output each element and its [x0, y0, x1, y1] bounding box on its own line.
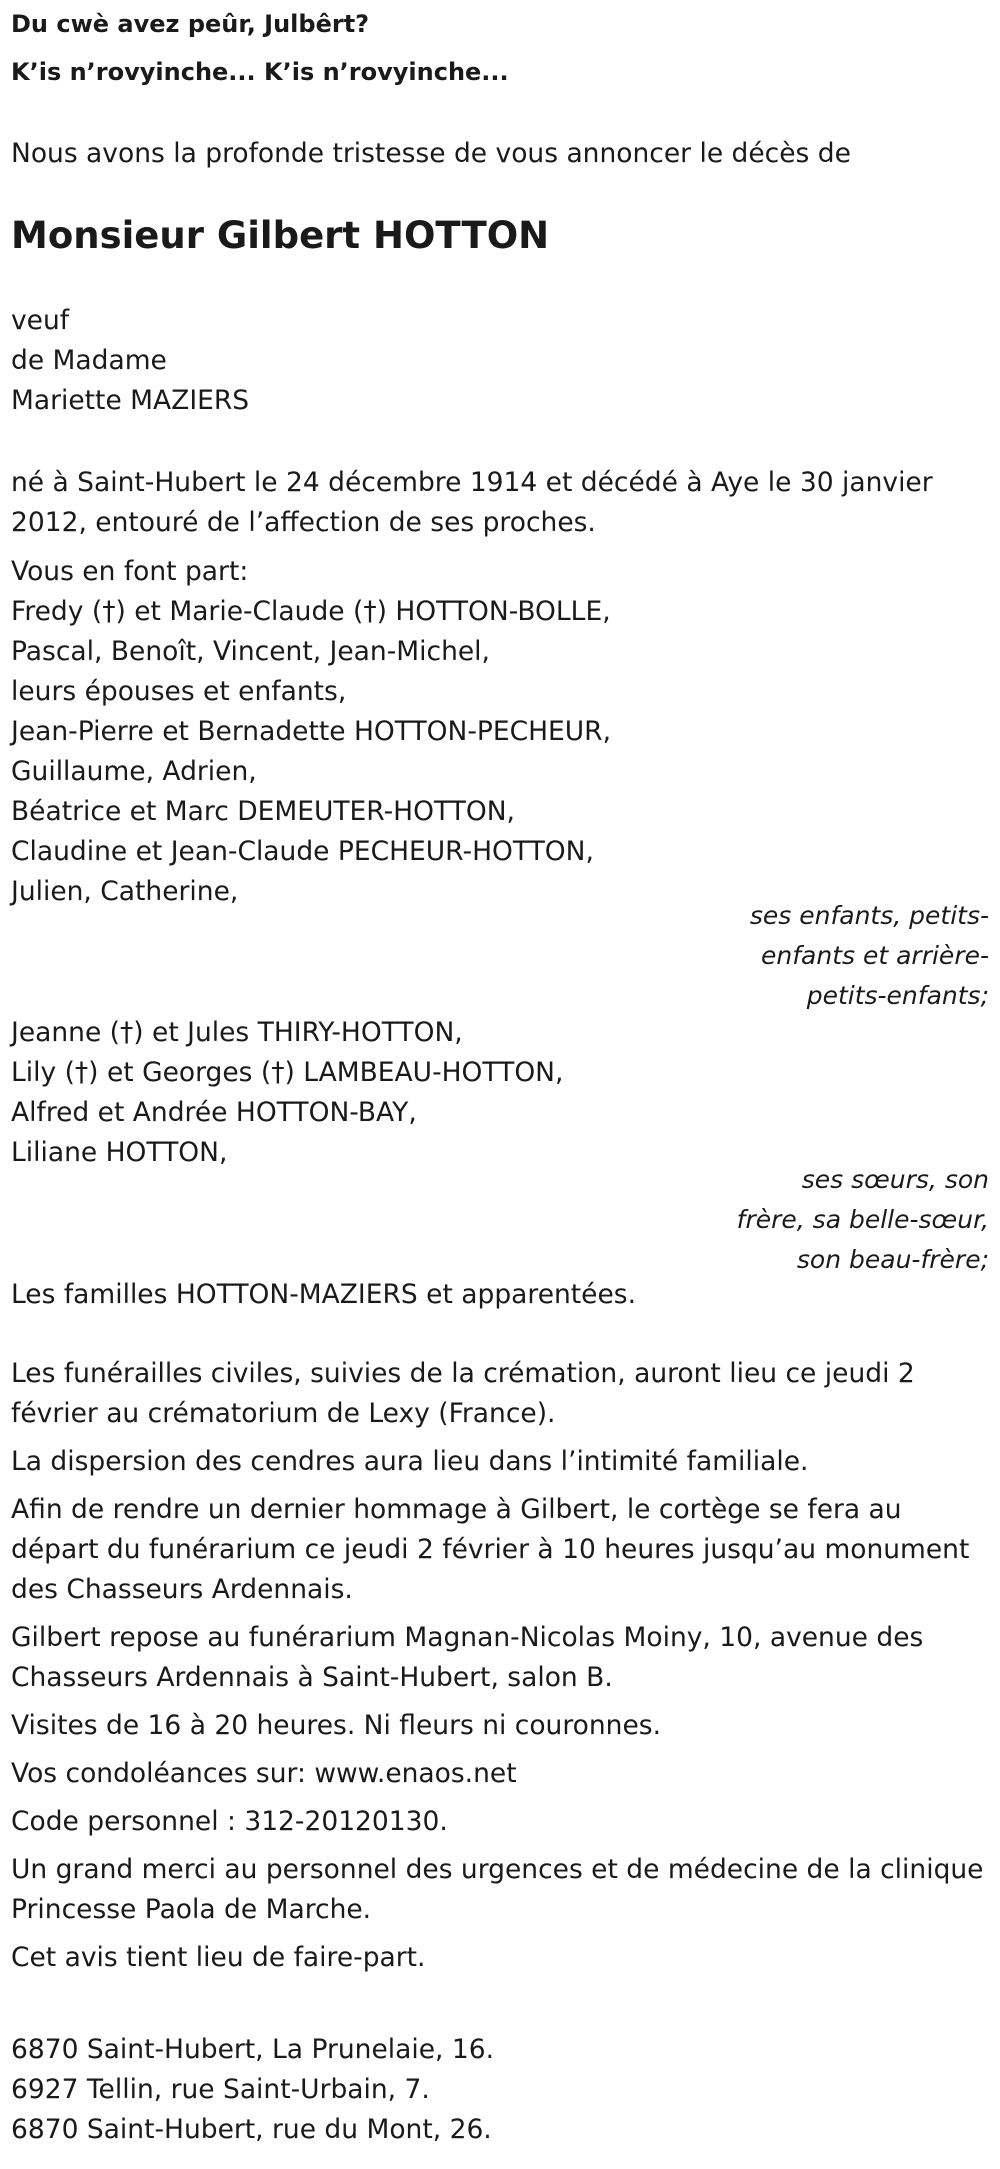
intro-text: Nous avons la profonde tristesse de vous annoncer le décès de	[11, 138, 851, 169]
list-item: Jeanne (†) et Jules THIRY-HOTTON,	[11, 1017, 463, 1048]
condolences-text: Vos condoléances sur: www.enaos.net	[11, 1758, 517, 1789]
personal-code: Code personnel : 312-20120130.	[11, 1806, 448, 1837]
list-item: Jean-Pierre et Bernadette HOTTON-PECHEUR,	[11, 716, 612, 747]
rest-line-2: Chasseurs Ardennais à Saint-Hubert, salon B.	[11, 1662, 613, 1693]
address-line: 6927 Tellin, rue Saint-Urbain, 7.	[11, 2074, 430, 2105]
procession-info	[11, 1490, 989, 1610]
list-item: Fredy (†) et Marie-Claude (†) HOTTON-BOLLE,	[11, 596, 611, 627]
caption-line: ses sœurs, son	[801, 1165, 989, 1194]
funeral-info	[11, 1354, 989, 1434]
list-item: Pascal, Benoît, Vincent, Jean-Michel,	[11, 636, 490, 667]
epigraph-line-2: K’is n’rovyinche... K’is n’rovyinche...	[11, 58, 509, 86]
list-item: Claudine et Jean-Claude PECHEUR-HOTTON,	[11, 836, 594, 867]
siblings	[11, 1013, 989, 1173]
epigraph-line-1: Du cwè avez peûr, Julbêrt?	[11, 10, 370, 38]
announcers-intro: Vous en font part:	[11, 556, 249, 587]
birth-death-line-2: 2012, entouré de l’affection de ses proches.	[11, 507, 596, 538]
caption-line: petits-enfants;	[806, 981, 989, 1010]
list-item: Béatrice et Marc DEMEUTER-HOTTON,	[11, 796, 515, 827]
list-item: Alfred et Andrée HOTTON-BAY,	[11, 1097, 417, 1128]
caption-line: ses enfants, petits-	[749, 901, 989, 930]
widow-info	[11, 301, 989, 421]
procession-line-2: départ du funérarium ce jeudi 2 février à 10 heures jusqu’au monument	[11, 1534, 970, 1565]
list-item: Lily (†) et Georges (†) LAMBEAU-HOTTON,	[11, 1057, 564, 1088]
caption-line: son beau-frère;	[796, 1245, 989, 1274]
birth-death-line-1: né à Saint-Hubert le 24 décembre 1914 et décédé à Aye le 30 janvier	[11, 467, 933, 498]
widow-line-3: Mariette MAZIERS	[11, 385, 250, 416]
ashes-text: La dispersion des cendres aura lieu dans l’intimité familiale.	[11, 1446, 809, 1477]
epigraph	[11, 0, 989, 96]
list-item: Liliane HOTTON,	[11, 1137, 228, 1168]
notice-text: Cet avis tient lieu de faire-part.	[11, 1942, 426, 1973]
list-item: Julien, Catherine,	[11, 876, 239, 907]
address-line: 6870 Saint-Hubert, rue du Mont, 26.	[11, 2114, 492, 2145]
caption-line: frère, sa belle-sœur,	[736, 1205, 989, 1234]
widow-line-1: veuf	[11, 305, 70, 336]
address-line: 6870 Saint-Hubert, La Prunelaie, 16.	[11, 2034, 495, 2065]
children-caption	[11, 896, 989, 1016]
widow-line-2: de Madame	[11, 345, 167, 376]
funeral-line-1: Les funérailles civiles, suivies de la crémation, auront lieu ce jeudi 2	[11, 1358, 915, 1389]
birth-death-info	[11, 463, 989, 543]
thanks-info	[11, 1850, 989, 1930]
rest-line-1: Gilbert repose au funérarium Magnan-Nicolas Moiny, 10, avenue des	[11, 1622, 924, 1653]
deceased-name: Monsieur Gilbert HOTTON	[11, 214, 550, 257]
thanks-line-2: Princesse Paola de Marche.	[11, 1894, 372, 1925]
announcers	[11, 552, 989, 912]
rest-info	[11, 1618, 989, 1698]
families-text: Les familles HOTTON-MAZIERS et apparentées.	[11, 1279, 637, 1310]
procession-line-3: des Chasseurs Ardennais.	[11, 1574, 353, 1605]
addresses	[11, 2030, 989, 2150]
visits-text: Visites de 16 à 20 heures. Ni fleurs ni couronnes.	[11, 1710, 662, 1741]
siblings-caption	[11, 1160, 989, 1280]
procession-line-1: Afin de rendre un dernier hommage à Gilbert, le cortège se fera au	[11, 1494, 902, 1525]
funeral-line-2: février au crématorium de Lexy (France).	[11, 1398, 556, 1429]
list-item: leurs épouses et enfants,	[11, 676, 347, 707]
list-item: Guillaume, Adrien,	[11, 756, 257, 787]
thanks-line-1: Un grand merci au personnel des urgences et de médecine de la clinique	[11, 1854, 984, 1885]
caption-line: enfants et arrière-	[761, 941, 989, 970]
